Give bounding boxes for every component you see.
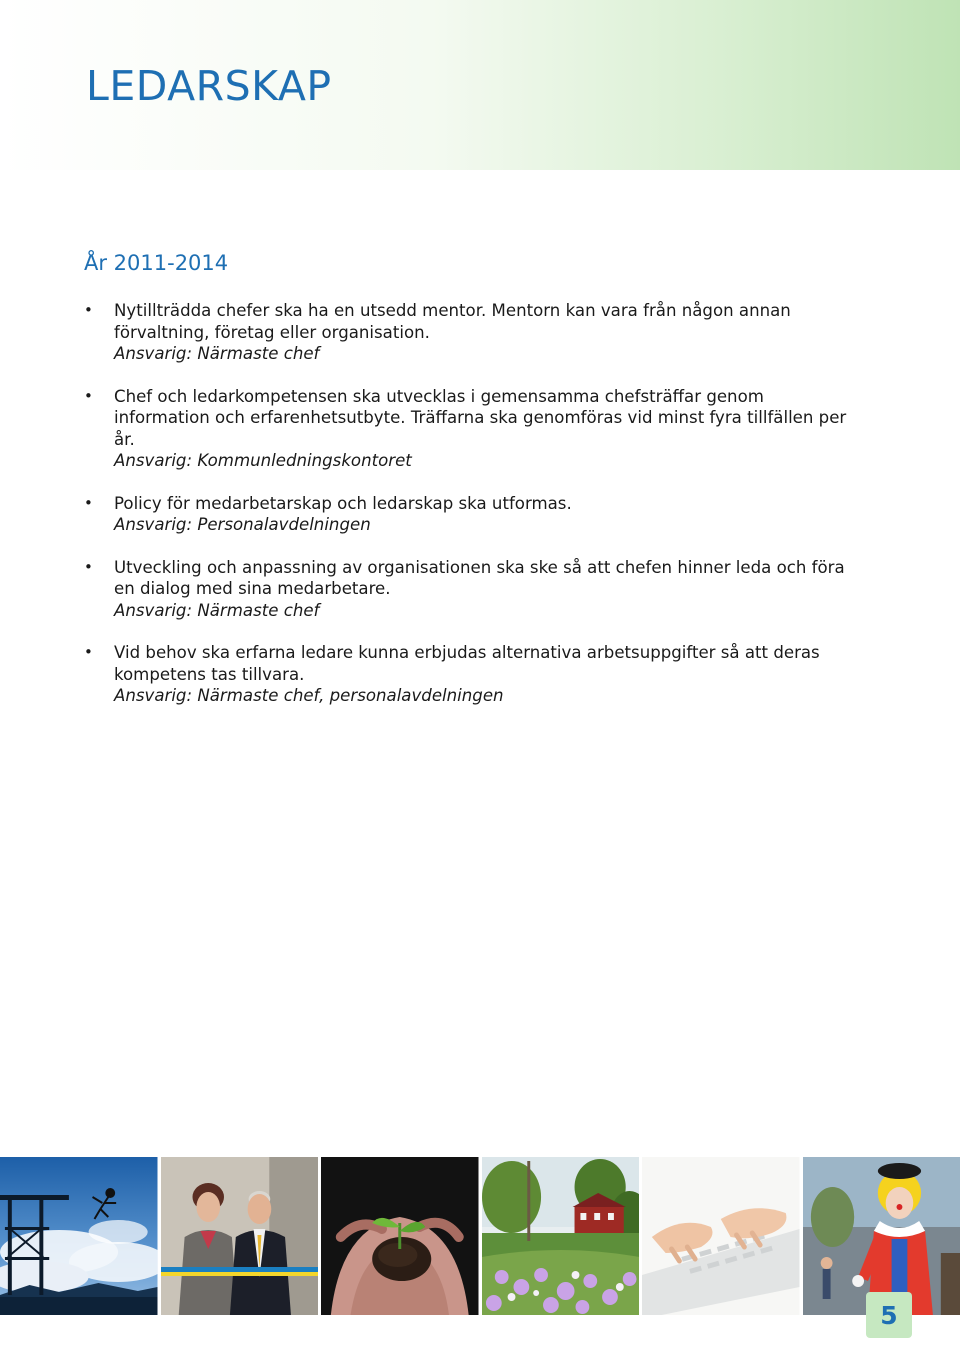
list-item	[84, 386, 864, 472]
responsible-label: Ansvarig: Närmaste chef	[114, 600, 320, 620]
bullet: •	[84, 386, 93, 405]
page-number-box	[866, 1292, 912, 1338]
list-item	[84, 557, 864, 622]
responsible-label: Ansvarig: Kommunledningskontoret	[114, 451, 412, 470]
list-item	[84, 300, 864, 365]
photo-ribbon-cutting	[161, 1157, 319, 1315]
list-item	[84, 642, 864, 707]
item-text: Policy för medarbetarskap och ledarskap ska utformas.	[114, 493, 572, 513]
bullet: •	[84, 493, 93, 512]
page-number: 5	[880, 1300, 898, 1330]
photo-diving-tower	[0, 1157, 158, 1315]
item-text: Chef och ledarkompetensen ska utvecklas i gemensamma chefsträffar genom information och erfarenhetsutbyte. Träffarna ska genomföras vid minst fyra tillfällen per år.	[114, 386, 847, 449]
responsible-label: Ansvarig: Närmaste chef, personalavdelningen	[114, 686, 504, 705]
item-text: Vid behov ska erfarna ledare kunna erbjudas alternativa arbetsuppgifter så att deras kompetens tas tillvara.	[114, 643, 820, 684]
responsible-label: Ansvarig: Personalavdelningen	[114, 515, 371, 534]
photo-keyboard-hands	[642, 1157, 800, 1315]
goal-list	[84, 300, 864, 728]
photo-seedling-hands	[321, 1157, 479, 1315]
photo-strip	[0, 1157, 960, 1315]
responsible-label: Ansvarig: Närmaste chef	[114, 344, 320, 363]
bullet: •	[84, 301, 93, 319]
photo-garden-house	[482, 1157, 640, 1315]
page-title: LEDARSKAP	[86, 62, 332, 110]
item-text: Nytillträdda chefer ska ha en utsedd mentor. Mentorn kan vara från någon annan förvaltning, företag eller organisation.	[114, 301, 791, 342]
bullet: •	[84, 557, 93, 576]
bullet: •	[84, 643, 93, 661]
item-text: Utveckling och anpassning av organisationen ska ske så att chefen hinner leda och föra en dialog med sina medarbetare.	[114, 557, 845, 598]
section-heading: År 2011-2014	[84, 251, 229, 275]
list-item	[84, 493, 864, 536]
